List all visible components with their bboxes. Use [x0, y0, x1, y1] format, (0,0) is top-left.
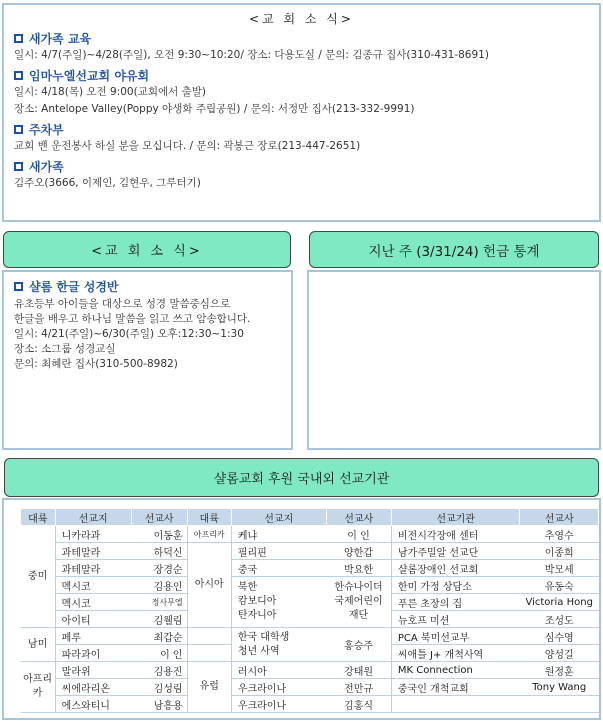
continent-cell: 아프리카 — [21, 662, 56, 713]
missionary-cell: 이 인 — [131, 645, 187, 662]
missionary-cell: 원정훈 — [520, 662, 599, 679]
missionary-cell: 김홍식 — [326, 696, 391, 713]
missionary-cell: 이동훈 — [131, 526, 187, 543]
news-item-line: 김주오(3666, 이제인, 김현우, 그루터기) — [14, 177, 201, 189]
col-header: 선교지 — [231, 509, 326, 526]
missionary-cell: 양성길 — [520, 645, 599, 662]
missionary-cell: 한슈나이더 국제어린이 재단 — [326, 577, 391, 628]
continent-cell: 중미 — [21, 526, 56, 628]
mission-table — [20, 508, 599, 713]
missionary-cell: 전만규 — [326, 679, 391, 696]
field-cell: 러시아 — [231, 662, 326, 679]
table-row — [21, 679, 599, 696]
col-header: 선교사 — [326, 509, 391, 526]
field-cell: 에스와티니 — [55, 696, 131, 713]
missionary-cell: 이 인 — [326, 526, 391, 543]
missionary-cell: 김용인 — [131, 577, 187, 594]
table-row — [21, 543, 599, 560]
missionary-cell: 하덕신 — [131, 543, 187, 560]
bible-class-line: 장소: 소그룹 성경교실 — [14, 343, 116, 355]
missionary-cell: 조성도 — [520, 611, 599, 628]
field-cell: 우크라이나 — [231, 696, 326, 713]
org-cell: MK Connection — [391, 662, 520, 679]
continent-cell: 아프리카 — [187, 526, 231, 543]
org-cell: 중국인 개척교회 — [391, 679, 520, 696]
field-cell: 멕시코 — [55, 594, 131, 611]
table-row — [21, 560, 599, 577]
bible-class-line: 문의: 최혜란 집사(310-500-8982) — [14, 358, 178, 370]
missionary-cell: 박모세 — [520, 560, 599, 577]
table-row — [21, 662, 599, 679]
field-cell: 니카라과 — [55, 526, 131, 543]
missionary-cell: 장경순 — [131, 560, 187, 577]
org-cell: PCA 북미선교부 — [391, 628, 520, 645]
news-item-parking — [4, 121, 599, 155]
table-row — [21, 577, 599, 594]
mission-header: 샬롬교회 후원 국내외 선교기관 — [4, 458, 599, 497]
field-cell: 과테말라 — [55, 560, 131, 577]
bible-class-line: 일시: 4/21(주일)~6/30(주일) 오후:12:30~1:30 — [14, 328, 244, 340]
bible-class-heading: 샬롬 한글 성경반 — [29, 280, 119, 294]
missionary-cell: 추영수 — [520, 526, 599, 543]
square-outline-icon — [14, 34, 23, 43]
news-item-heading: 임마누엘선교회 야유회 — [29, 69, 150, 83]
continent-cell: 아시아 — [187, 543, 231, 628]
org-cell: 남가주밀알 선교단 — [391, 543, 520, 560]
missionary-cell: 홍승주 — [326, 628, 391, 662]
col-header: 선교기관 — [391, 509, 520, 526]
missionary-cell: 박요한 — [326, 560, 391, 577]
news-item-new-family — [4, 158, 599, 192]
offering-stats-panel — [307, 270, 601, 450]
missionary-cell: 이종희 — [520, 543, 599, 560]
missionary-cell — [520, 696, 599, 713]
square-outline-icon — [14, 71, 23, 80]
col-header: 선교지 — [55, 509, 131, 526]
org-cell: 한미 가정 상담소 — [391, 577, 520, 594]
missionary-cell: 김웰림 — [131, 611, 187, 628]
field-cell: 멕시코 — [55, 577, 131, 594]
missionary-cell: 유동숙 — [520, 577, 599, 594]
mission-table-panel — [2, 498, 601, 720]
missionary-cell: Victoria Hong — [520, 594, 599, 611]
col-header: 선교사 — [131, 509, 187, 526]
news-item-new-family-education — [4, 30, 599, 64]
field-cell: 씨에라리온 — [55, 679, 131, 696]
field-cell: 아이티 — [55, 611, 131, 628]
square-outline-icon — [14, 282, 23, 291]
church-news-title: <교 회 소 식> — [249, 12, 354, 26]
field-cell: 말라위 — [55, 662, 131, 679]
org-cell: 뉴호프 미션 — [391, 611, 520, 628]
missionary-cell: 김성림 — [131, 679, 187, 696]
news-item-line: 교회 밴 운전봉사 하실 분을 모십니다. / 문의: 곽봉근 장로(213-447-2651) — [14, 140, 361, 152]
news-item-line: 장소: Antelope Valley(Poppy 야생화 주립공원) / 문의: 서정만 집사(213-332-9991) — [14, 103, 415, 115]
missionary-cell: 양한갑 — [326, 543, 391, 560]
news-item-heading: 새가족 — [29, 160, 64, 174]
bible-class-line: 유초등부 아이들을 대상으로 성경 말씀중심으로 — [14, 298, 231, 310]
news-item-line: 일시: 4/18(목) 오전 9:00(교회에서 출발) — [14, 86, 207, 98]
field-cell: 중국 — [231, 560, 326, 577]
church-news-panel — [2, 3, 601, 222]
col-header: 대륙 — [21, 509, 56, 526]
table-row — [21, 526, 599, 543]
square-outline-icon — [14, 162, 23, 171]
missionary-cell: 김용진 — [131, 662, 187, 679]
org-cell: 비전시각장애 센터 — [391, 526, 520, 543]
field-cell: 케냐 — [231, 526, 326, 543]
bible-class-panel — [2, 270, 293, 450]
news-item-picnic — [4, 67, 599, 118]
square-outline-icon — [14, 125, 23, 134]
field-cell: 파라과이 — [55, 645, 131, 662]
continent-cell: 남미 — [21, 628, 56, 662]
field-cell: 과테말라 — [55, 543, 131, 560]
missionary-cell: 강태원 — [326, 662, 391, 679]
org-cell — [391, 696, 520, 713]
missionary-cell: Tony Wang — [520, 679, 599, 696]
news-item-heading: 새가족 교육 — [29, 32, 92, 46]
org-cell: 씨애틀 J+ 개척사역 — [391, 645, 520, 662]
news-item-heading: 주차부 — [29, 123, 64, 137]
org-cell: 샬롬장애인 선교회 — [391, 560, 520, 577]
table-row — [21, 696, 599, 713]
field-cell: 우크라이나 — [231, 679, 326, 696]
table-header-row — [21, 509, 599, 526]
field-cell: 필리핀 — [231, 543, 326, 560]
continent-cell: 유럽 — [187, 662, 231, 713]
missionary-cell: 심수영 — [520, 628, 599, 645]
col-header: 대륙 — [187, 509, 231, 526]
table-row — [21, 628, 599, 645]
org-cell: 푸른 초장의 집 — [391, 594, 520, 611]
missionary-cell: 최갑순 — [131, 628, 187, 645]
field-cell: 페루 — [55, 628, 131, 645]
news-item-line: 일시: 4/7(주일)~4/28(주일), 오전 9:30~10:20/ 장소: 다용도실 / 문의: 김종규 집사(310-431-8691) — [14, 49, 489, 61]
offering-stats-header: 지난 주 (3/31/24) 헌금 통계 — [309, 231, 599, 268]
col-header: 선교사 — [520, 509, 599, 526]
field-cell: 북한 캄보디아 탄자니아 — [231, 577, 326, 628]
missionary-cell: 정사무엘 — [131, 594, 187, 611]
missionary-cell: 남흥용 — [131, 696, 187, 713]
bible-class-line: 한글을 배우고 하나님 말씀을 읽고 쓰고 암송합니다. — [14, 313, 251, 325]
church-news-header: <교 회 소 식> — [3, 231, 291, 268]
field-cell: 한국 대학생 청년 사역 — [231, 628, 326, 662]
